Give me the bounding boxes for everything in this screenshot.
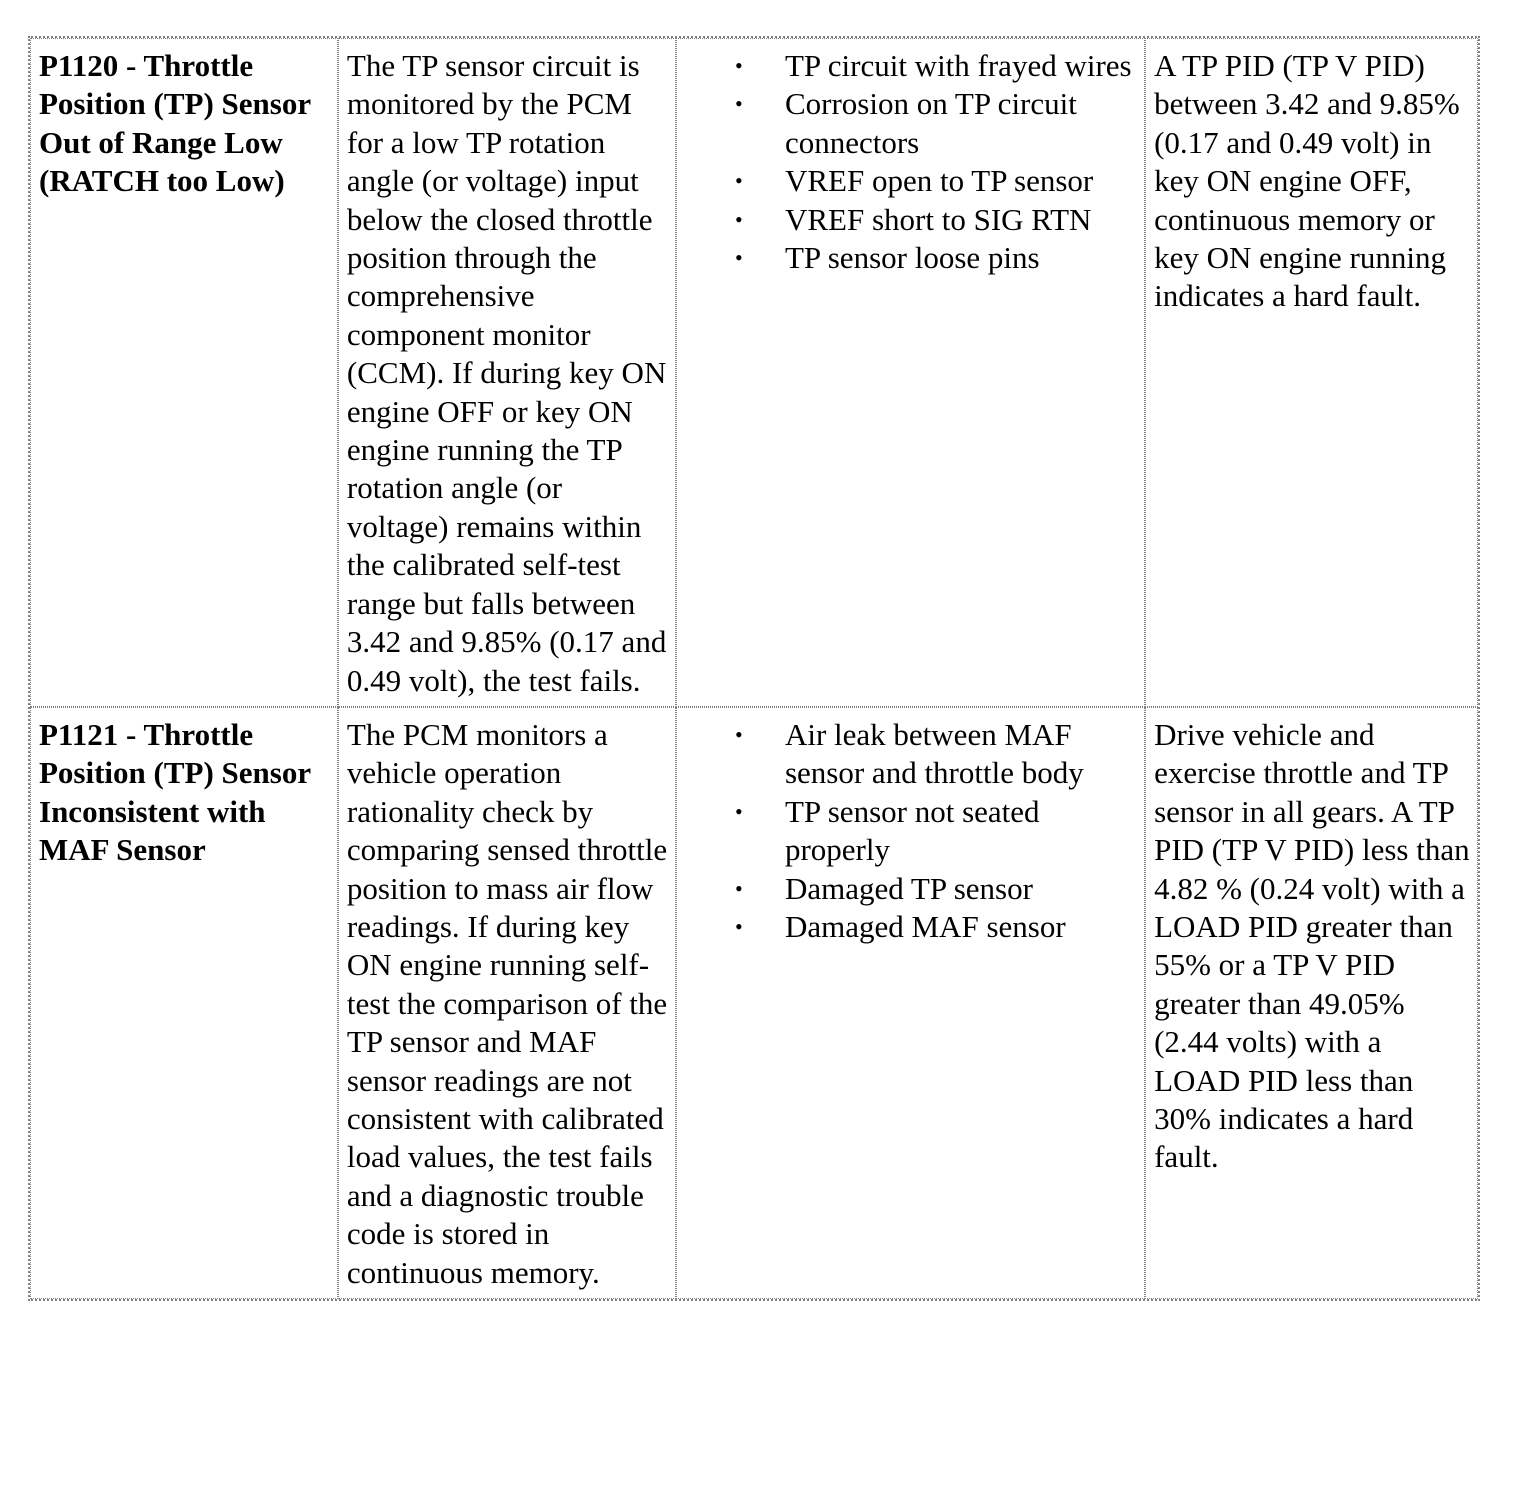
bullet-icon: • bbox=[734, 53, 743, 78]
list-item bbox=[685, 870, 1138, 908]
dtc-table bbox=[28, 36, 1480, 1301]
dtc-code: P1120 - Throttle Position (TP) Sensor Out of Range Low (RATCH too Low) bbox=[39, 48, 311, 199]
cause-text: Corrosion on TP circuit connectors bbox=[784, 86, 1077, 160]
list-item bbox=[685, 908, 1138, 946]
bullet-icon: • bbox=[734, 168, 743, 194]
diagnostic-notes-text: A TP PID (TP V PID) between 3.42 and 9.85% (0.17 and 0.49 volt) in key ON engine OFF, continuous memory or key ON engine running indicates a hard fault. bbox=[1154, 48, 1460, 314]
dtc-code-cell bbox=[30, 707, 338, 1299]
table-row bbox=[30, 707, 1478, 1299]
description-text: The PCM monitors a vehicle operation rationality check by comparing sensed throttle position to mass air flow readings. If during key ON engine running self-test the comparison of the TP sensor and MAF sensor readings are not consistent with calibrated load values, the test fails and a diagnostic trouble code is stored in continuous memory. bbox=[346, 716, 668, 1290]
list-item bbox=[685, 239, 1138, 277]
possible-causes-cell bbox=[676, 38, 1145, 707]
diagnostic-notes-cell bbox=[1145, 38, 1478, 707]
cause-text: TP sensor not seated properly bbox=[784, 793, 1040, 868]
bullet-icon: • bbox=[734, 913, 743, 939]
cause-text: TP sensor loose pins bbox=[784, 240, 1040, 276]
bullet-icon: • bbox=[734, 721, 743, 747]
description-cell bbox=[338, 38, 676, 707]
table-row bbox=[30, 38, 1478, 707]
cause-text: Damaged MAF sensor bbox=[784, 908, 1066, 944]
list-item bbox=[685, 162, 1138, 200]
possible-causes-list bbox=[685, 47, 1138, 277]
list-item bbox=[685, 716, 1138, 793]
cause-text: VREF open to TP sensor bbox=[784, 163, 1094, 199]
cause-text: Air leak between MAF sensor and throttle body bbox=[784, 716, 1084, 791]
list-item bbox=[685, 201, 1138, 239]
cause-text: Damaged TP sensor bbox=[784, 870, 1033, 906]
bullet-icon: • bbox=[734, 91, 743, 117]
cause-text: TP circuit with frayed wires bbox=[784, 48, 1132, 83]
bullet-icon: • bbox=[734, 245, 743, 271]
bullet-icon: • bbox=[734, 798, 743, 824]
list-item bbox=[685, 85, 1138, 162]
diagnostic-notes-cell bbox=[1145, 707, 1478, 1299]
bullet-icon: • bbox=[734, 206, 743, 232]
description-cell bbox=[338, 707, 676, 1299]
possible-causes-cell bbox=[676, 707, 1145, 1299]
bullet-icon: • bbox=[734, 875, 743, 901]
description-text: The TP sensor circuit is monitored by the PCM for a low TP rotation angle (or voltage) input below the closed throttle position through the comprehensive component monitor (CCM). If during key ON engine OFF or key ON engine running the TP rotation angle (or voltage) remains within the calibrated self-test range but falls between 3.42 and 9.85% (0.17 and 0.49 volt), the test fails. bbox=[346, 48, 667, 698]
possible-causes-list bbox=[685, 716, 1138, 946]
dtc-code: P1121 - Throttle Position (TP) Sensor Inconsistent with MAF Sensor bbox=[39, 716, 311, 868]
list-item bbox=[685, 793, 1138, 870]
diagnostic-notes-text: Drive vehicle and exercise throttle and TP sensor in all gears. A TP PID (TP V PID) less than 4.82 % (0.24 volt) with a LOAD PID greater than 55% or a TP V PID greater than 49.05% (2.44 volts) with a LOAD PID less than 30% indicates a hard fault. bbox=[1154, 716, 1470, 1175]
list-item bbox=[685, 47, 1138, 85]
dtc-code-cell bbox=[30, 38, 338, 707]
cause-text: VREF short to SIG RTN bbox=[784, 201, 1092, 237]
